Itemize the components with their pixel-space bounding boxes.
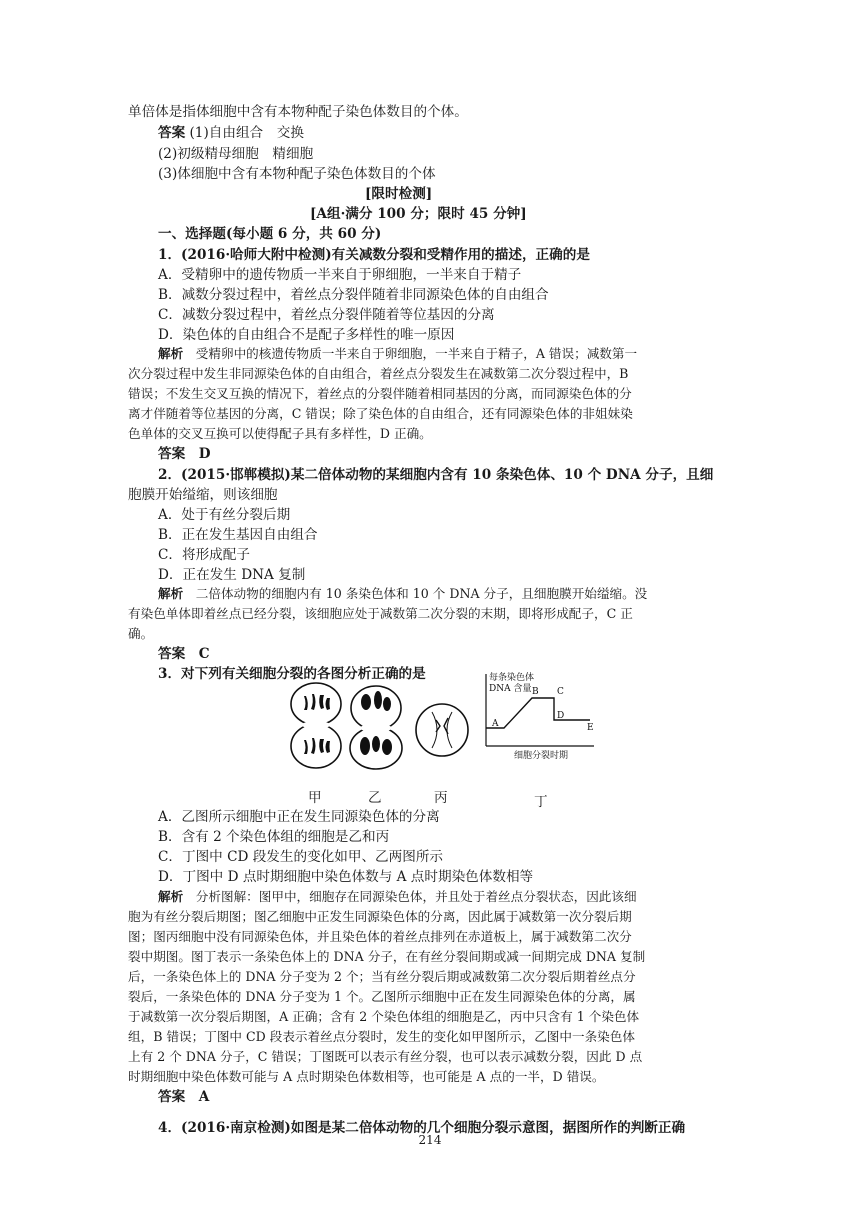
text-line: (3)体细胞中含有本物种配子染色体数目的个体	[158, 166, 436, 182]
analysis-line: 确。	[128, 626, 154, 641]
analysis-line: 解析 受精卵中的核遗传物质一半来自于卵细胞，一半来自于精子，A 错误；减数第一	[158, 346, 638, 361]
answer-line: 答案 A	[158, 1089, 210, 1105]
analysis-line: 解析 二倍体动物的细胞内有 10 条染色体和 10 个 DNA 分子，且细胞膜开始缢缩。没	[158, 586, 648, 601]
section-subtitle: [A组·满分 100 分；限时 45 分钟]	[310, 206, 527, 222]
analysis-line: 解析 分析图解：图甲中，细胞存在同源染色体，并且处于着丝点分裂状态，因此该细	[158, 889, 637, 904]
option-b: B．正在发生基因自由组合	[158, 527, 318, 543]
question-1-stem: 1．(2016·哈师大附中检测)有关减数分裂和受精作用的描述，正确的是	[158, 247, 590, 263]
question-4-stem: 4．(2016·南京检测)如图是某二倍体动物的几个细胞分裂示意图，据图所作的判断正确	[158, 1120, 686, 1136]
section-title: [限时检测]	[365, 186, 433, 202]
cell-bing	[416, 704, 468, 756]
question-2-stem: 胞膜开始缢缩，则该细胞	[128, 487, 278, 503]
analysis-line: 胞为有丝分裂后期图；图乙细胞中正发生同源染色体的分离，因此属于减数第一次分裂后期	[128, 909, 632, 924]
label-bing: 丙	[434, 790, 448, 806]
label-yi: 乙	[368, 790, 382, 806]
label-ding: 丁	[534, 794, 548, 810]
section-heading: 一、选择题(每小题 6 分，共 60 分)	[158, 226, 382, 242]
text-line: (2)初级精母细胞 精细胞	[158, 146, 314, 162]
option-c: C．减数分裂过程中，着丝点分裂伴随着等位基因的分离	[158, 307, 495, 323]
cell-jia	[291, 683, 341, 768]
point-a: A	[492, 719, 499, 729]
analysis-line: 于减数第一次分裂后期图，A 正确；含有 2 个染色体组的细胞是乙，丙中只含有 1 个染色体	[128, 1009, 640, 1024]
graph-ylabel-1: 每条染色体	[489, 673, 535, 683]
point-b: B	[532, 687, 539, 697]
option-d: D．正在发生 DNA 复制	[158, 567, 306, 583]
analysis-line: 有染色单体即着丝点已经分裂，该细胞应处于减数第二次分裂的末期，即将形成配子，C 正	[128, 606, 633, 621]
graph-ding-labels	[489, 671, 594, 761]
analysis-line: 图；图丙细胞中没有同源染色体，并且染色体的着丝点排列在赤道板上，属于减数第二次分	[128, 929, 632, 944]
analysis-line: 上有 2 个 DNA 分子，C 错误；丁图既可以表示有丝分裂，也可以表示减数分裂，因此 D 点	[128, 1049, 643, 1064]
label-jia: 甲	[308, 790, 322, 806]
analysis-line: 色单体的交叉互换可以使得配子具有多样性，D 正确。	[128, 426, 432, 441]
point-c: C	[557, 687, 564, 697]
analysis-line: 裂中期图。图丁表示一条染色体上的 DNA 分子，在有丝分裂间期或减一间期完成 DNA 复制	[128, 949, 646, 964]
option-b: B．含有 2 个染色体组的细胞是乙和丙	[158, 829, 390, 845]
graph-ylabel-2: DNA 含量	[489, 684, 532, 694]
answer-line: 答案 C	[158, 646, 210, 662]
option-b: B．减数分裂过程中，着丝点分裂伴随着非同源染色体的自由组合	[158, 287, 549, 303]
cell-division-diagrams	[282, 668, 598, 782]
answer-line: 答案 D	[158, 446, 211, 462]
analysis-line: 后，一条染色体上的 DNA 分子变为 2 个；当有丝分裂后期或减数第二次分裂后期着丝点分	[128, 969, 636, 984]
page-number: 214	[418, 1133, 442, 1147]
option-a: A．受精卵中的遗传物质一半来自于卵细胞，一半来自于精子	[158, 267, 522, 283]
analysis-line: 时期细胞中染色体数可能与 A 点时期染色体数相等，也可能是 A 点的一半，D 错误。	[128, 1069, 605, 1084]
analysis-line: 错误；不发生交叉互换的情况下，着丝点的分裂伴随着相同基因的分离，而同源染色体的分	[128, 386, 632, 401]
analysis-line: 次分裂过程中发生非同源染色体的自由组合，着丝点分裂发生在减数第二次分裂过程中，B	[128, 366, 629, 381]
option-c: C．将形成配子	[158, 547, 250, 563]
option-d: D．染色体的自由组合不是配子多样性的唯一原因	[158, 327, 455, 343]
cell-division-figure	[282, 668, 598, 782]
question-2-stem: 2．(2015·邯郸模拟)某二倍体动物的某细胞内含有 10 条染色体、10 个 DNA 分子，且细	[158, 467, 714, 483]
text-line: 单倍体是指体细胞中含有本物种配子染色体数目的个体。	[128, 104, 468, 120]
option-c: C．丁图中 CD 段发生的变化如甲、乙两图所示	[158, 849, 444, 865]
analysis-line: 裂后，一条染色体的 DNA 分子变为 1 个。乙图所示细胞中正在发生同源染色体的分离，属	[128, 989, 636, 1004]
point-d: D	[557, 711, 565, 721]
graph-xlabel: 细胞分裂时期	[514, 751, 569, 761]
option-a: A．处于有丝分裂后期	[158, 507, 291, 523]
cell-yi-chromosomes	[360, 691, 392, 755]
analysis-line: 离才伴随着等位基因的分离，C 错误；除了染色体的自由组合，还有同源染色体的非姐妹染	[128, 406, 633, 421]
option-d: D．丁图中 D 点时期细胞中染色体数与 A 点时期染色体数相等	[158, 869, 534, 885]
point-e: E	[587, 723, 594, 733]
answer-line: 答案 (1)自由组合 交换	[158, 125, 304, 141]
question-3-stem: 3．对下列有关细胞分裂的各图分析正确的是	[158, 666, 426, 682]
option-a: A．乙图所示细胞中正在发生同源染色体的分离	[158, 809, 440, 825]
analysis-line: 组，B 错误；丁图中 CD 段表示着丝点分裂时，发生的变化如甲图所示，乙图中一条染色体	[128, 1029, 635, 1044]
